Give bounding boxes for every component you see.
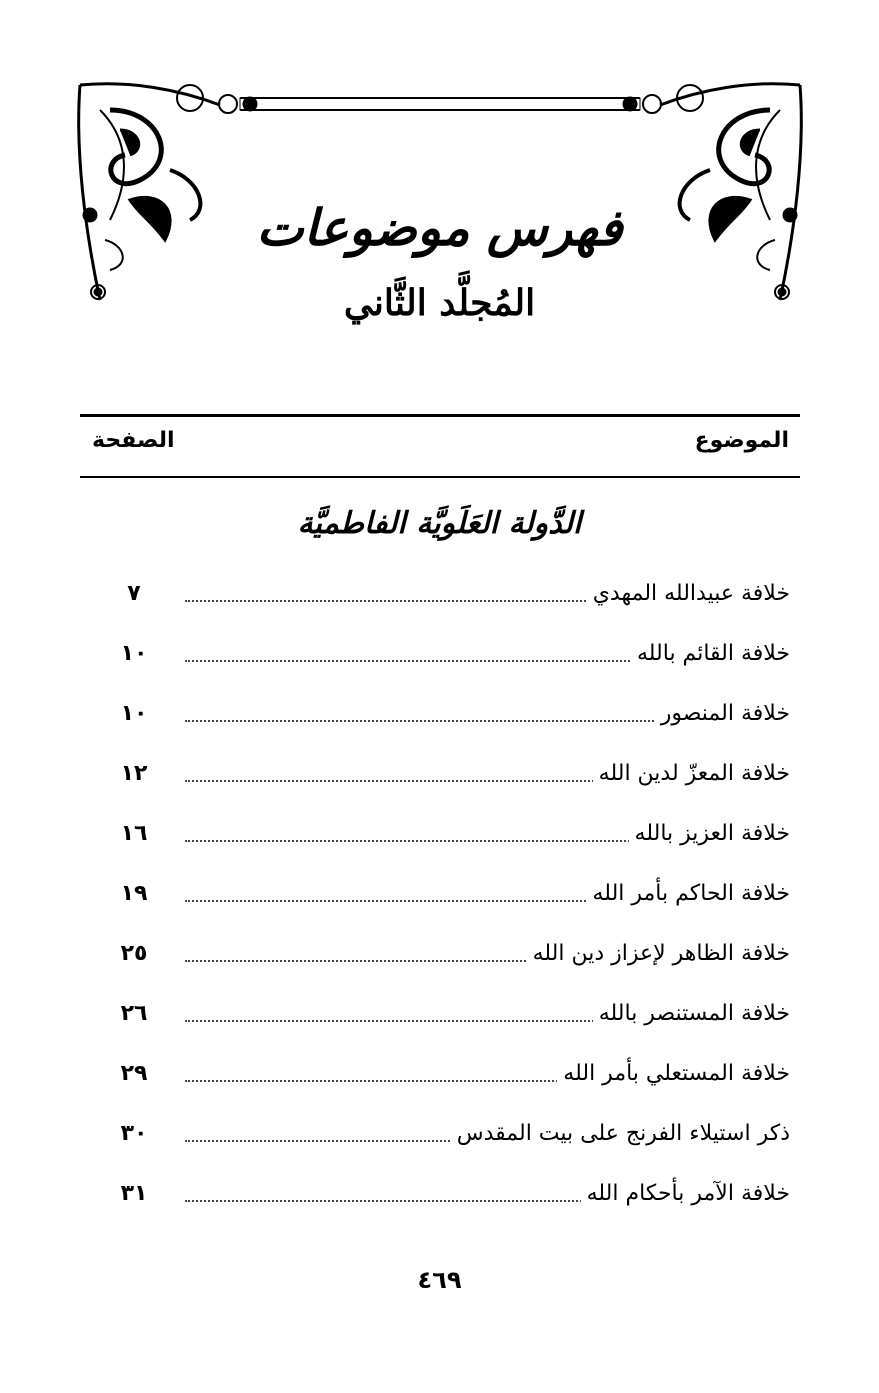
toc-entry[interactable]	[100, 1056, 790, 1096]
toc-entry[interactable]	[100, 696, 790, 736]
volume-subtitle: المُجلَّد الثَّاني	[343, 282, 536, 324]
toc-entry-title: خلافة المعزّ لدين الله	[593, 756, 790, 792]
toc-entry-title: خلافة عبيدالله المهدي	[587, 576, 790, 612]
toc-entry-page: ٣٠	[120, 1121, 148, 1146]
toc-entry-page: ٧	[127, 581, 141, 606]
toc-entry[interactable]	[100, 816, 790, 856]
toc-entry-title: خلافة العزيز بالله	[629, 816, 790, 852]
toc-entry[interactable]	[100, 936, 790, 976]
toc-entry-title: خلافة الآمر بأحكام الله	[581, 1176, 790, 1212]
toc-entry-page: ٢٦	[120, 1001, 148, 1026]
toc-entry[interactable]	[100, 576, 790, 616]
toc-entry-page: ١٩	[120, 881, 148, 906]
toc-entry-page: ٣١	[120, 1181, 148, 1206]
toc-entry-title: خلافة القائم بالله	[631, 636, 790, 672]
toc-entry-title: خلافة المستنصر بالله	[593, 996, 790, 1032]
header-top-rule	[80, 414, 800, 417]
toc-entry-page: ١٠	[120, 641, 148, 666]
left-corner-ornament	[79, 84, 256, 300]
index-title: فهرس موضوعات	[256, 198, 623, 257]
toc-entry[interactable]	[100, 756, 790, 796]
subject-column-header: الموضوع	[694, 428, 789, 453]
section-title: الدَّولة العَلَويَّة الفاطميَّة	[297, 506, 582, 541]
toc-entry-page: ١٢	[120, 761, 148, 786]
toc-entry-title: خلافة المستعلي بأمر الله	[557, 1056, 790, 1092]
page-number: ٤٦٩	[417, 1266, 462, 1294]
toc-entry-page: ٢٩	[120, 1061, 148, 1086]
toc-entry-title: خلافة الظاهر لإعزاز دين الله	[527, 936, 790, 972]
toc-entry[interactable]	[100, 876, 790, 916]
right-corner-ornament	[624, 84, 801, 300]
header-bottom-rule	[80, 476, 800, 478]
toc-entry[interactable]	[100, 996, 790, 1036]
toc-entry-title: خلافة الحاكم بأمر الله	[587, 876, 791, 912]
toc-entry[interactable]	[100, 1176, 790, 1216]
page-column-header: الصفحة	[92, 428, 175, 453]
toc-entry[interactable]	[100, 636, 790, 676]
toc-entry-page: ١٠	[120, 701, 148, 726]
toc-entry-page: ٢٥	[120, 941, 148, 966]
toc-entry-title: خلافة المنصور	[655, 696, 790, 732]
toc-entry[interactable]	[100, 1116, 790, 1156]
toc-entry-page: ١٦	[120, 821, 148, 846]
toc-entry-title: ذكر استيلاء الفرنج على بيت المقدس	[451, 1116, 790, 1152]
